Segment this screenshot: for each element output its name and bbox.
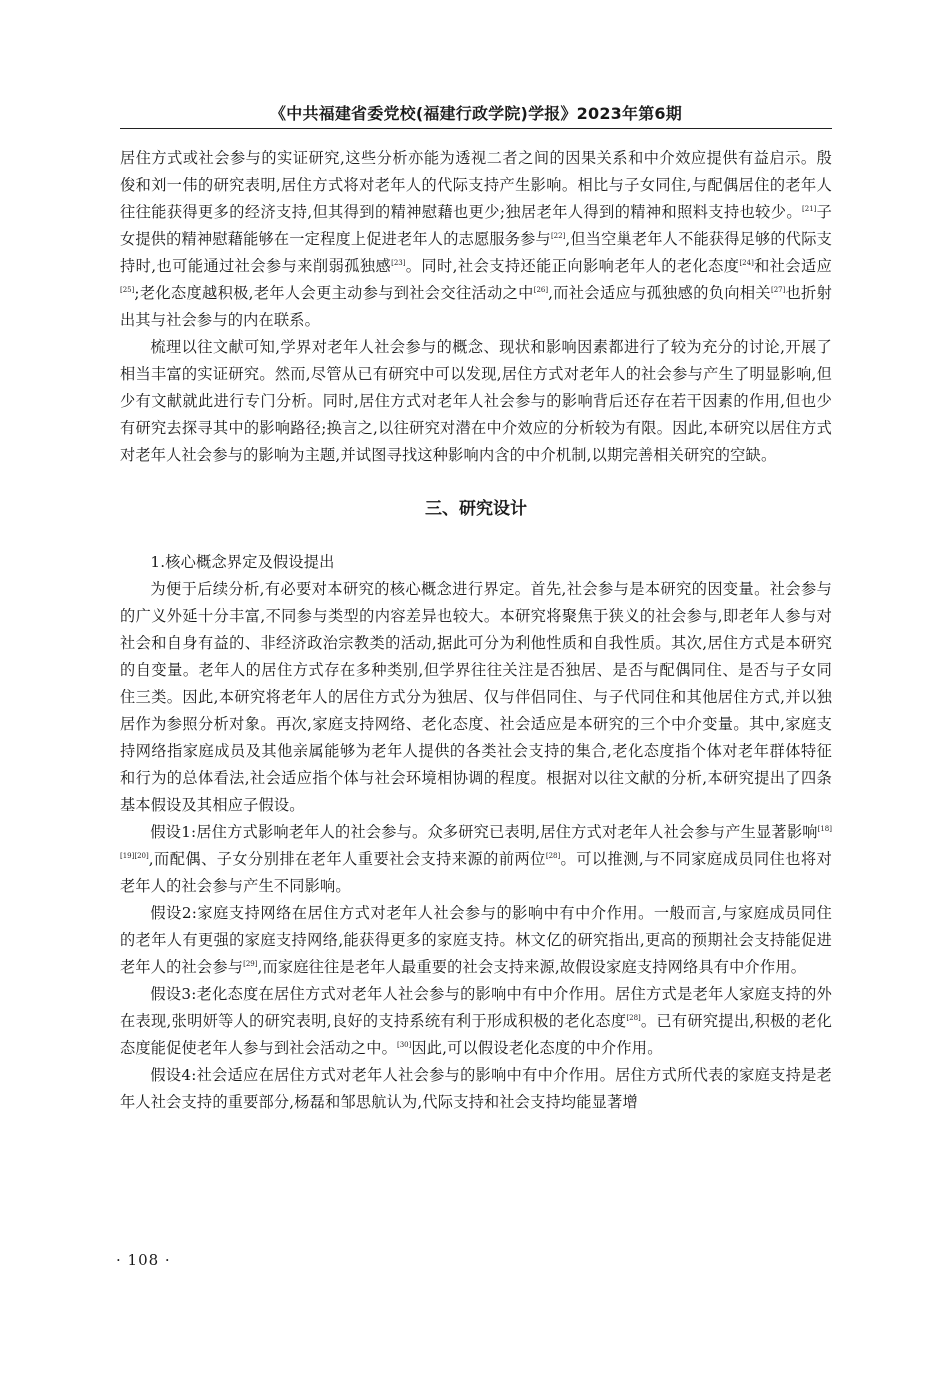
section-title: 三、研究设计 [425, 499, 527, 519]
text-run: 假设1:居住方式影响老年人的社会参与。众多研究已表明,居住方式对老年人社会参与产生显著影响 [150, 823, 818, 841]
citation: [25] [120, 286, 135, 294]
citation: [24] [739, 259, 754, 267]
paragraph-literature-continued [120, 145, 832, 334]
citation: [30] [396, 1041, 412, 1049]
text-run: ,而社会适应与孤独感的负向相关 [548, 284, 771, 302]
paragraph-hypothesis-4: 假设4:社会适应在居住方式对老年人社会参与的影响中有中介作用。居住方式所代表的家庭支持是老年人社会支持的重要部分,杨磊和邹思航认为,代际支持和社会支持均能显著增 [120, 1066, 832, 1111]
citation: [26] [533, 286, 549, 294]
citation: [27] [770, 286, 786, 294]
paragraph-concepts: 为便于后续分析,有必要对本研究的核心概念进行界定。首先,社会参与是本研究的因变量。社会参与的广义外延十分丰富,不同参与类型的内容差异也较大。本研究将聚焦于狭义的社会参与,即老年人参与对社会和自身有益的、非经济政治宗教类的活动,据此可分为利他性质和自我性质。其次,居住方式是本研究的自变量。老年人的居住方式存在多种类别,但学界往往关注是否独居、是否与配偶同住、是否与子女同住三类。因此,本研究将老年人的居住方式分为独居、仅与伴侣同住、与子代同住和其他居住方式,并以独居作为参照分析对象。再次,家庭支持网络、老化态度、社会适应是本研究的三个中介变量。其中,家庭支持网络指家庭成员及其他亲属能够为老年人提供的各类社会支持的集合,老化态度指个体对老年群体特征和行为的总体看法,社会适应指个体与社会环境相协调的程度。根据对以往文献的分析,本研究提出了四条基本假设及其相应子假设。 [120, 580, 832, 814]
text-run: 和社会适应 [753, 257, 833, 275]
text-run: 居住方式或社会参与的实证研究,这些分析亦能为透视二者之间的因果关系和中介效应提供有益启示。殷俊和刘一伟的研究表明,居住方式将对老年人的代际支持产生影响。相比与子女同住,与配偶居住的老年人往往能获得更多的经济支持,但其得到的精神慰藉也更少;独居老年人得到的精神和照料支持也较少。 [120, 149, 832, 221]
text-run: 。可以推测,与不同家庭成员同住也将对老年人的社会参与产生不同影响。 [120, 850, 832, 895]
text-run: 因此,可以假设老化态度的中介作用。 [411, 1039, 663, 1057]
text-run: 假设3:老化态度在居住方式对老年人社会参与的影响中有中介作用。居住方式是老年人家庭支持的外在表现,张明妍等人的研究表明,良好的支持系统有利于形成积极的老化态度 [120, 985, 832, 1030]
citation: [22] [550, 232, 566, 240]
text-run: 假设2:家庭支持网络在居住方式对老年人社会参与的影响中有中介作用。一般而言,与家庭成员同住的老年人有更强的家庭支持网络,能获得更多的家庭支持。林文亿的研究指出,更高的预期社会支持能促进老年人的社会参与 [120, 904, 832, 976]
text-run: ,而配偶、子女分别排在老年人重要社会支持来源的前两位 [148, 850, 546, 868]
citation: [28] [626, 1014, 641, 1022]
running-header: 《中共福建省委党校(福建行政学院)学报》2023年第6期 [270, 104, 682, 123]
paragraph-literature-summary: 梳理以往文献可知,学界对老年人社会参与的概念、现状和影响因素都进行了较为充分的讨论,开展了相当丰富的实证研究。然而,尽管从已有研究中可以发现,居住方式对老年人的社会参与产生了明显影响,但少有文献就此进行专门分析。同时,居住方式对老年人社会参与的影响背后还存在若干因素的作用,但也少有研究去探寻其中的影响路径;换言之,以往研究对潜在中介效应的分析较为有限。因此,本研究以居住方式对老年人社会参与的影响为主题,并试图寻找这种影响内含的中介机制,以期完善相关研究的空缺。 [120, 338, 832, 464]
citation: [29] [243, 960, 258, 968]
text-run: 。同时,社会支持还能正向影响老年人的老化态度 [405, 257, 740, 275]
text-run: ,而家庭往往是老年人最重要的社会支持来源,故假设家庭支持网络具有中介作用。 [257, 958, 807, 976]
citation: [21] [802, 205, 817, 213]
text-run: ,但当空巢老年人不能获得足够的代际支持时,也可能通过社会参与来削弱孤独感 [120, 230, 832, 275]
text-run: ;老化态度越积极,老年人会更主动参与到社会交往活动之中 [134, 284, 534, 302]
citation: [18][19][20] [120, 825, 832, 860]
paragraph-hypothesis-3 [120, 981, 832, 1062]
paragraph-hypothesis-2 [120, 900, 832, 981]
citation: [23] [391, 259, 406, 267]
text-run: 。已有研究提出,积极的老化态度能促使老年人参与到社会活动之中。 [120, 1012, 832, 1057]
page-number: · 108 · [116, 1251, 171, 1269]
paragraph-hypothesis-1 [120, 819, 832, 900]
text-run: 也折射出其与社会参与的内在联系。 [120, 284, 832, 329]
text-run: 子女提供的精神慰藉能够在一定程度上促进老年人的志愿服务参与 [120, 203, 833, 248]
page [120, 100, 832, 1116]
subsection-heading: 1.核心概念界定及假设提出 [150, 553, 335, 571]
header-rule [120, 128, 832, 129]
citation: [28] [545, 852, 561, 860]
